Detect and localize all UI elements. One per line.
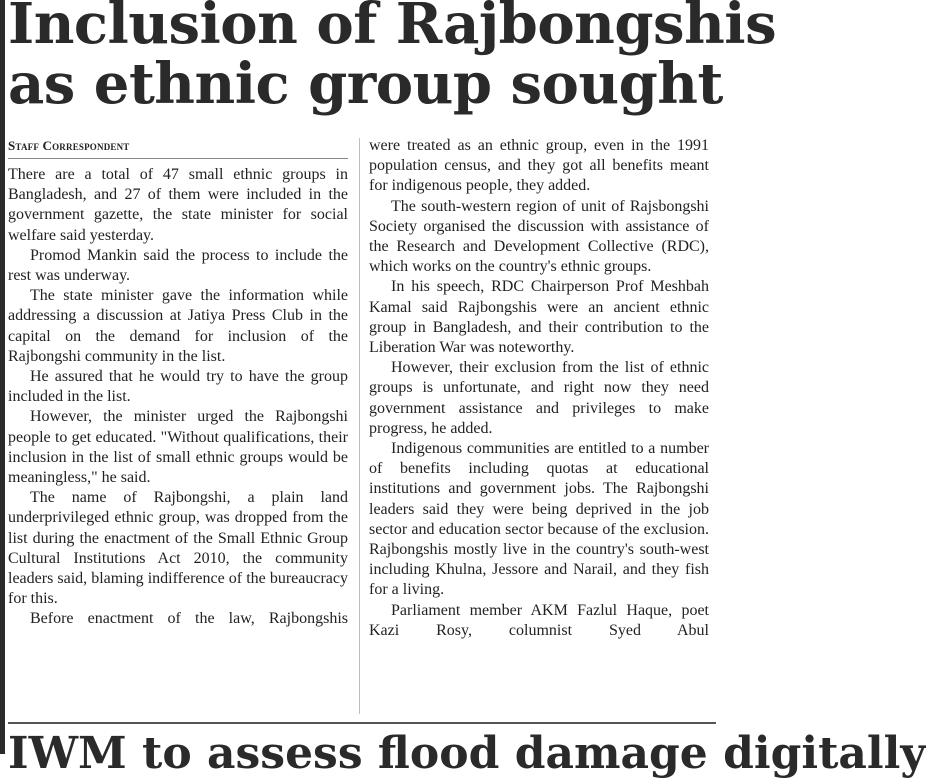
headline-line-2: as ethnic group sought (8, 51, 723, 117)
paragraph: However, their exclusion from the list of ethnic groups is unfortunate, and right now they need government assistance and privileges to make progress, he added. (369, 359, 709, 437)
paragraph: The state minister gave the information while addressing a discussion at Jatiya Press Club in the capital on the demand for inclusion of the Rajbongshi community in the list. (8, 287, 348, 365)
paragraph: He assured that he would try to have the group included in the list. (8, 368, 348, 406)
article-headline (8, 0, 777, 117)
byline-text: Staff Correspondent (8, 138, 130, 153)
next-article-headline: IWM to assess flood damage digitally (8, 728, 926, 779)
paragraph: The south-western region of unit of Rajsbongshi Society organised the discussion with assistance of the Research and Development Collective (RDC), which works on the country's ethnic groups. (369, 197, 709, 276)
article-column-left (8, 136, 348, 630)
page-left-edge (0, 0, 5, 754)
paragraph: In his speech, RDC Chairperson Prof Meshbah Kamal said Rajbongshis were an ancient ethnic group in Bangladesh, and their contribution to the Liberation War was noteworthy. (369, 278, 709, 357)
paragraph: The name of Rajbongshi, a plain land underprivileged ethnic group, was dropped from the list during the enactment of the Small Ethnic Group Cultural Institutions Act 2010, the community leaders said, blaming indifference of the bureaucracy for this. (8, 489, 348, 608)
paragraph: However, the minister urged the Rajbongshi people to get educated. "Without qualifications, their inclusion in the list of small ethnic groups would be meaningless," he said. (8, 408, 348, 487)
paragraph: Promod Mankin said the process to include the rest was underway. (8, 246, 348, 285)
section-rule (8, 722, 716, 724)
byline (8, 136, 348, 159)
article-column-right (369, 136, 709, 641)
paragraph: Parliament member AKM Fazlul Haque, poet Kazi Rosy, columnist Syed Abul (369, 601, 709, 639)
headline-line-1: Inclusion of Rajbongshis (8, 0, 777, 57)
paragraph: Indigenous communities are entitled to a number of benefits including quotas at educational institutions and government jobs. The Rajbongshi leaders said they were being deprived in the job sector and education sector because of the exclusion. Rajbongshis mostly live in the country's south-west including Khulna, Jessore and Narail, and they fish for a living. (369, 440, 709, 599)
paragraph: Before enactment of the law, Rajbongshis (30, 610, 348, 628)
column-divider (359, 138, 360, 714)
paragraph: were treated as an ethnic group, even in the 1991 population census, and they got all benefits meant for indigenous people, they added. (369, 137, 709, 195)
paragraph: There are a total of 47 small ethnic groups in Bangladesh, and 27 of them were included in the government gazette, the state minister for social welfare said yesterday. (8, 166, 348, 244)
